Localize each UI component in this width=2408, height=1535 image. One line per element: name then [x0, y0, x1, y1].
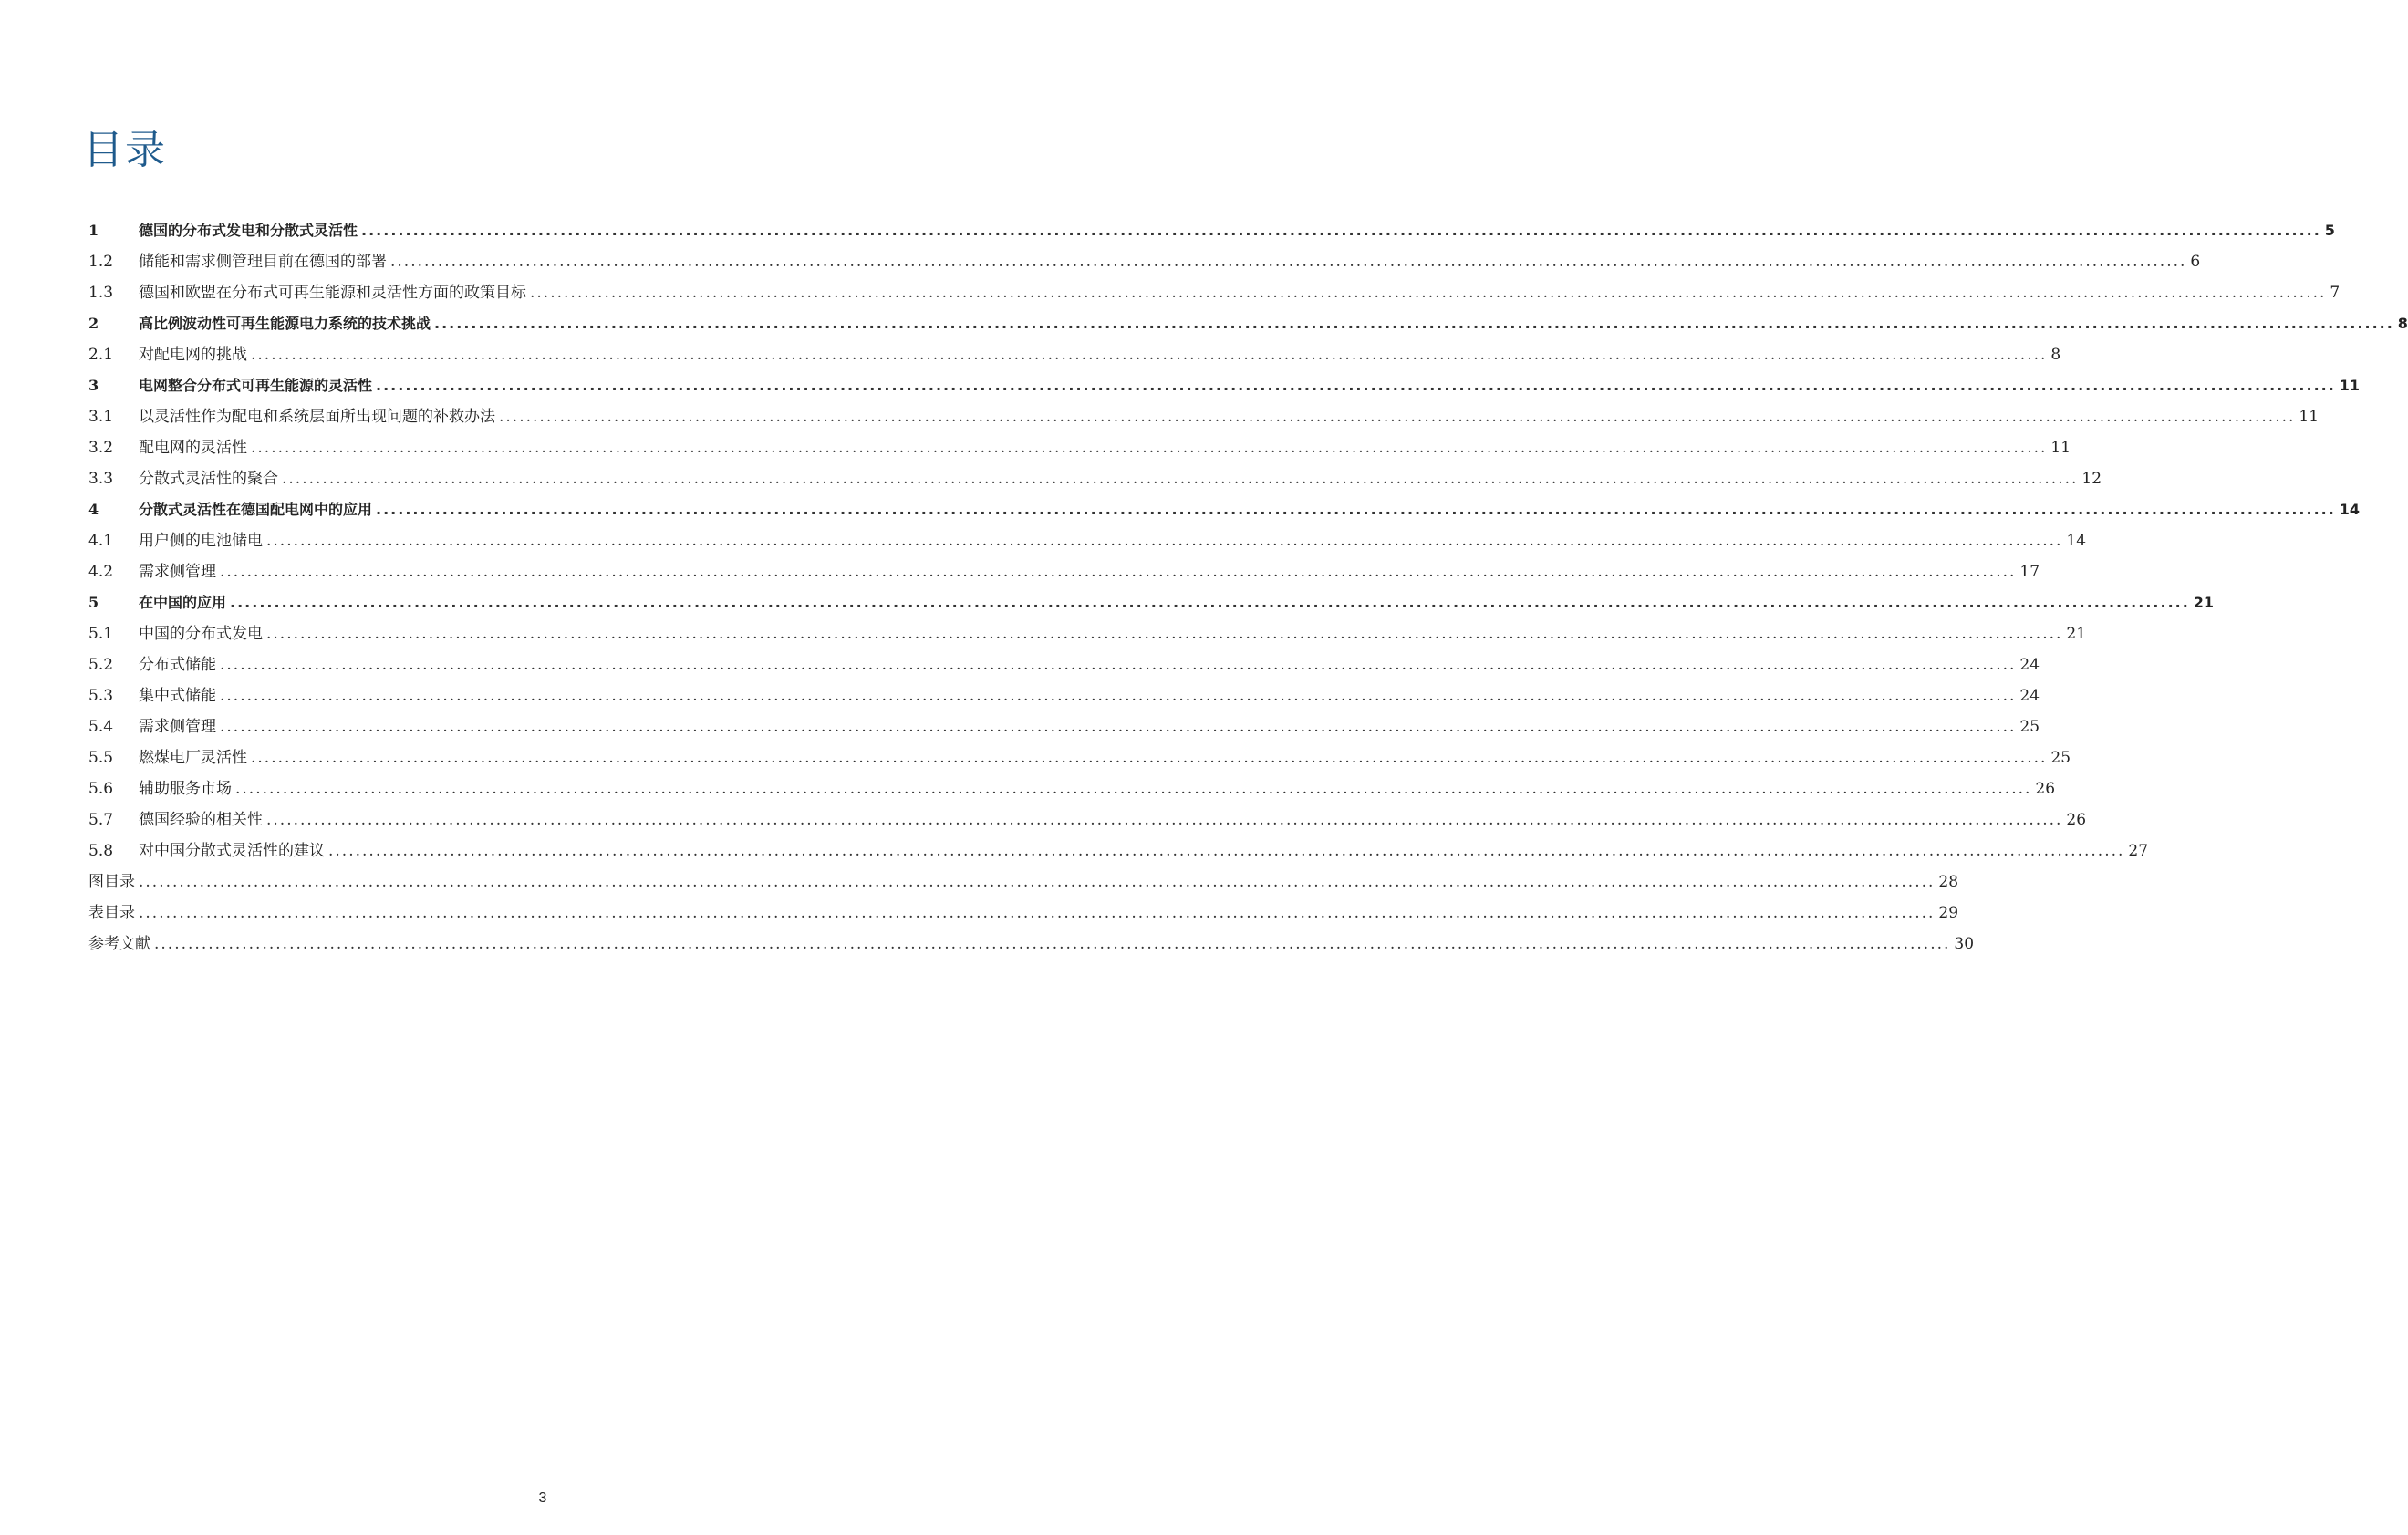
toc-entry[interactable]	[88, 868, 1959, 896]
toc-entry-number: 5.8	[88, 842, 114, 860]
toc-entry-title: 电网整合分布式可再生能源的灵活性	[139, 377, 373, 394]
toc-entry-number: 2.1	[88, 346, 114, 364]
toc-dot-leader: ..........................................................................................................................................................................................................................................................................	[230, 594, 2190, 611]
toc-entry-title: 高比例波动性可再生能源电力系统的技术挑战	[139, 315, 431, 332]
toc-entry-page: 11	[2050, 439, 2071, 457]
toc-entry-title: 需求侧管理	[139, 718, 216, 736]
toc-dot-leader: ..........................................................................................................................................................................................................................................................................	[434, 315, 2394, 332]
toc-entry[interactable]	[88, 217, 2335, 244]
toc-entry-number: 1.2	[88, 253, 114, 271]
toc-entry-page: 24	[2019, 656, 2040, 674]
toc-dot-leader: ..........................................................................................................................................................................................................................................................................	[220, 656, 2017, 674]
toc-entry-title: 分散式灵活性的聚合	[139, 470, 278, 488]
toc-entry-number: 5.6	[88, 780, 114, 798]
toc-entry[interactable]	[88, 837, 2149, 865]
toc-entry-page: 8	[2397, 315, 2408, 332]
toc-entry-page: 28	[1938, 873, 1959, 891]
toc-entry[interactable]	[88, 248, 2201, 275]
toc-entry-title: 用户侧的电池储电	[139, 532, 263, 550]
toc-entry-title: 德国和欧盟在分布式可再生能源和灵活性方面的政策目标	[139, 284, 526, 302]
toc-dot-leader: ..........................................................................................................................................................................................................................................................................	[220, 718, 2017, 736]
toc-entry-number: 5	[88, 594, 99, 611]
toc-entry-title: 分布式储能	[139, 656, 216, 674]
toc-entry[interactable]	[88, 775, 2056, 803]
toc-dot-leader: ..........................................................................................................................................................................................................................................................................	[220, 563, 2017, 581]
toc-entry-number: 5.7	[88, 811, 114, 829]
toc-entry-page: 25	[2050, 749, 2071, 767]
toc-entry[interactable]	[88, 372, 2361, 399]
toc-entry-number: 3.1	[88, 408, 114, 426]
toc-entry[interactable]	[88, 651, 2040, 679]
toc-entry[interactable]	[88, 496, 2361, 524]
toc-dot-leader: ..........................................................................................................................................................................................................................................................................	[530, 284, 2327, 302]
toc-entry-number: 4.1	[88, 532, 114, 550]
toc-dot-leader: ..........................................................................................................................................................................................................................................................................	[251, 439, 2048, 457]
toc-entry-page: 25	[2019, 718, 2040, 736]
toc-entry-page: 30	[1954, 935, 1975, 953]
toc-entry-page: 26	[2035, 780, 2056, 798]
toc-entry-page: 14	[2339, 501, 2361, 518]
toc-entry-number: 5.5	[88, 749, 114, 767]
toc-entry[interactable]	[88, 527, 2087, 555]
toc-dot-leader: ..........................................................................................................................................................................................................................................................................	[376, 501, 2336, 518]
toc-dot-leader: ..........................................................................................................................................................................................................................................................................	[139, 904, 1936, 922]
toc-entry-title: 燃煤电厂灵活性	[139, 749, 247, 767]
toc-dot-leader: ..........................................................................................................................................................................................................................................................................	[266, 532, 2063, 550]
toc-entry[interactable]	[88, 279, 2341, 306]
page-number: 3	[538, 1490, 547, 1506]
toc-entry-title: 集中式储能	[139, 687, 216, 705]
toc-entry[interactable]	[88, 558, 2040, 586]
toc-entry-number: 3.3	[88, 470, 114, 488]
toc-entry-number: 4.2	[88, 563, 114, 581]
toc-dot-leader: ..........................................................................................................................................................................................................................................................................	[266, 625, 2063, 643]
toc-entry[interactable]	[88, 465, 2102, 493]
toc-entry-number: 4	[88, 501, 99, 518]
toc-entry-page: 12	[2081, 470, 2102, 488]
toc-entry-number: 2	[88, 315, 99, 332]
toc-entry-number: 5.4	[88, 718, 114, 736]
toc-entry[interactable]	[88, 713, 2040, 741]
toc-dot-leader: ..........................................................................................................................................................................................................................................................................	[266, 811, 2063, 829]
toc-dot-leader: ..........................................................................................................................................................................................................................................................................	[328, 842, 2125, 860]
toc-entry-page: 29	[1938, 904, 1959, 922]
page-title: 目录	[83, 127, 167, 173]
toc-entry[interactable]	[88, 744, 2071, 772]
toc-entry-page: 8	[2050, 346, 2061, 364]
toc-entry-number: 5.2	[88, 656, 114, 674]
toc-entry-title: 以灵活性作为配电和系统层面所出现问题的补救办法	[139, 408, 495, 426]
toc-dot-leader: ..........................................................................................................................................................................................................................................................................	[251, 749, 2048, 767]
toc-entry-page: 11	[2339, 377, 2361, 394]
toc-dot-leader: ..........................................................................................................................................................................................................................................................................	[361, 222, 2321, 239]
toc-entry-title: 图目录	[88, 873, 135, 891]
toc-entry[interactable]	[88, 341, 2061, 368]
toc-entry-title: 需求侧管理	[139, 563, 216, 581]
toc-entry-page: 7	[2330, 284, 2341, 302]
toc-entry-title: 中国的分布式发电	[139, 625, 263, 643]
toc-entry-page: 6	[2190, 253, 2201, 271]
toc-entry-page: 14	[2066, 532, 2087, 550]
toc-entry-page: 24	[2019, 687, 2040, 705]
toc-entry-page: 26	[2066, 811, 2087, 829]
toc-entry-title: 在中国的应用	[139, 594, 227, 611]
toc-entry-page: 11	[2299, 408, 2320, 426]
toc-entry-title: 对中国分散式灵活性的建议	[139, 842, 325, 860]
toc-dot-leader: ..........................................................................................................................................................................................................................................................................	[139, 873, 1936, 891]
toc-dot-leader: ..........................................................................................................................................................................................................................................................................	[251, 346, 2048, 364]
toc-entry[interactable]	[88, 589, 2215, 617]
toc-entry-number: 1.3	[88, 284, 114, 302]
toc-entry-number: 5.3	[88, 687, 114, 705]
toc-entry[interactable]	[88, 806, 2087, 834]
toc-entry-title: 分散式灵活性在德国配电网中的应用	[139, 501, 373, 518]
toc-entry-title: 德国经验的相关性	[139, 811, 263, 829]
toc-dot-leader: ..........................................................................................................................................................................................................................................................................	[282, 470, 2079, 488]
toc-entry[interactable]	[88, 620, 2087, 648]
toc-entry-number: 5.1	[88, 625, 114, 643]
toc-entry[interactable]	[88, 403, 2320, 430]
toc-dot-leader: ..........................................................................................................................................................................................................................................................................	[154, 935, 1951, 953]
toc-entry-number: 3	[88, 377, 99, 394]
toc-dot-leader: ..........................................................................................................................................................................................................................................................................	[499, 408, 2296, 426]
toc-entry-page: 21	[2193, 594, 2215, 611]
toc-entry-title: 配电网的灵活性	[139, 439, 247, 457]
toc-entry[interactable]	[88, 682, 2040, 710]
toc-dot-leader: ..........................................................................................................................................................................................................................................................................	[235, 780, 2032, 798]
toc-entry-title: 辅助服务市场	[139, 780, 232, 798]
toc-entry-number: 3.2	[88, 439, 114, 457]
toc-entry-title: 表目录	[88, 904, 135, 922]
toc-dot-leader: ..........................................................................................................................................................................................................................................................................	[390, 253, 2187, 271]
toc-entry-page: 21	[2066, 625, 2087, 643]
toc-entry-page: 17	[2019, 563, 2040, 581]
toc-entry-title: 参考文献	[88, 935, 150, 953]
toc-entry-title: 对配电网的挑战	[139, 346, 247, 364]
toc-entry[interactable]	[88, 310, 2408, 337]
toc-dot-leader: ..........................................................................................................................................................................................................................................................................	[376, 377, 2336, 394]
toc-entry[interactable]	[88, 434, 2071, 462]
toc-entry-page: 27	[2128, 842, 2149, 860]
toc-dot-leader: ..........................................................................................................................................................................................................................................................................	[220, 687, 2017, 705]
toc-entry-page: 5	[2324, 222, 2335, 239]
toc-entry[interactable]	[88, 899, 1959, 927]
toc-entry-title: 德国的分布式发电和分散式灵活性	[139, 222, 358, 239]
toc-entry[interactable]	[88, 930, 1975, 958]
toc-entry-title: 储能和需求侧管理目前在德国的部署	[139, 253, 387, 271]
toc-entry-number: 1	[88, 222, 99, 239]
